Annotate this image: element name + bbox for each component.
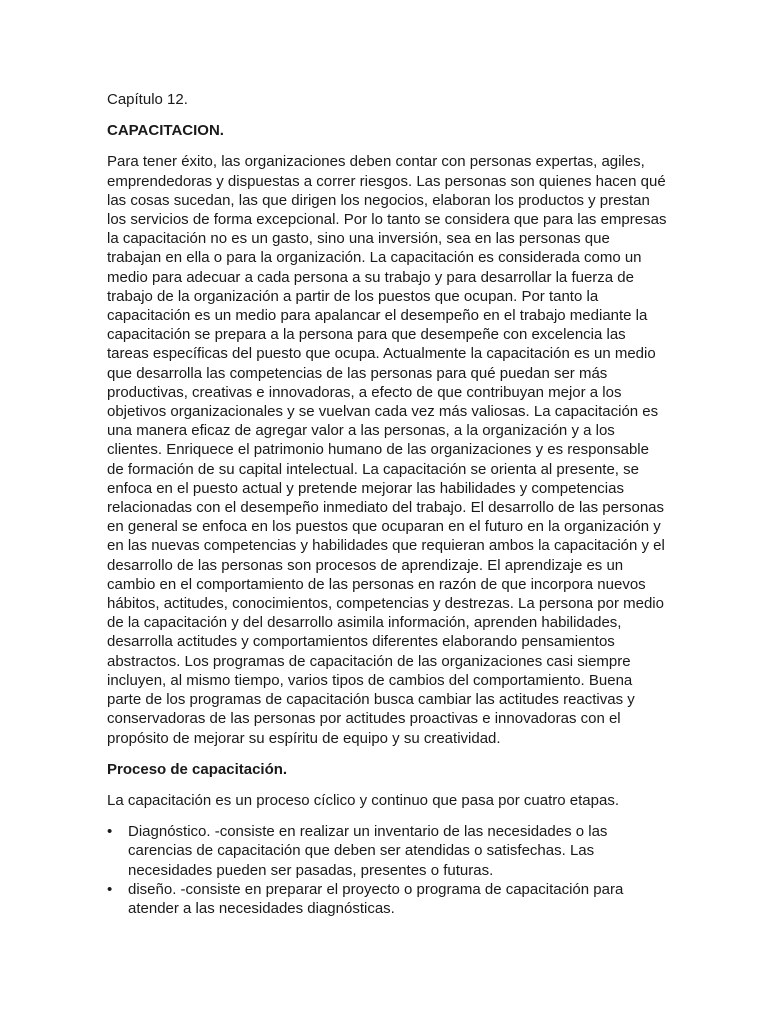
list-item [107, 880, 667, 918]
section-heading: Proceso de capacitación. [107, 760, 288, 778]
document-page [107, 90, 667, 918]
page-title: CAPACITACION. [107, 122, 224, 140]
stages-list [107, 822, 667, 918]
chapter-label: Capítulo 12. [107, 91, 188, 108]
bullet-icon: • [107, 823, 113, 841]
intro-paragraph: Para tener éxito, las organizaciones deben contar con personas expertas, agiles, emprendedoras y dispuestas a correr riesgos. Las personas son quienes hacen qué las cosas sucedan, las que dirigen los negocios, elaboran los productos y prestan los servicios de forma excepcional. Por lo tanto se considera que para las empresas la capacitación no es un gasto, sino una inversión, sea en las personas que trabajan en ella o para la organización. La capacitación es considerada como un medio para adecuar a cada persona a su trabajo y para desarrollar la fuerza de trabajo de la organización a partir de los puestos que ocupan. Por tanto la capacitación es un medio para apalancar el desempeño en el trabajo mediante la capacitación se prepara a la persona para que desempeñe con excelencia las tareas específicas del puesto que ocupa. Actualmente la capacitación es un medio que desarrolla las competencias de las personas para qué puedan ser más productivas, creativas e innovadoras, a efecto de que contribuyan mejor a los objetivos organizacionales y se vuelvan cada vez más valiosas. La capacitación es una manera eficaz de agregar valor a las personas, a la organización y a los clientes. Enriquece el patrimonio humano de las organizaciones y es responsable de formación de su capital intelectual. La capacitación se orienta al presente, se enfoca en el puesto actual y pretende mejorar las habilidades y competencias relacionadas con el desempeño inmediato del trabajo. El desarrollo de las personas en general se enfoca en los puestos que ocuparan en el futuro en la organización y en las nuevas competencias y habilidades que requieran ambos la capacitación y el desarrollo de las personas son procesos de aprendizaje. El aprendizaje es un cambio en el comportamiento de las personas en razón de que incorpora nuevos hábitos, actitudes, conocimientos, competencias y destrezas. La persona por medio de la capacitación y del desarrollo asimila información, aprenden habilidades, desarrolla actitudes y comportamientos diferentes elaborando pensamientos abstractos. Los programas de capacitación de las organizaciones casi siempre incluyen, al mismo tiempo, varios tipos de cambios del comportamiento. Buena parte de los programas de capacitación busca cambiar las actitudes reactivas y conservadoras de las personas por actitudes proactivas e innovadoras con el propósito de mejorar su espíritu de equipo y su creatividad. [107, 153, 667, 747]
section-paragraph: La capacitación es un proceso cíclico y continuo que pasa por cuatro etapas. [107, 791, 619, 809]
list-item-text: Diagnóstico. -consiste en realizar un inventario de las necesidades o las carencias de capacitación que deben ser atendidas o satisfechas. Las necesidades pueden ser pasadas, presentes o futuras. [128, 823, 608, 879]
bullet-icon: • [107, 880, 113, 898]
list-item-text: diseño. -consiste en preparar el proyecto o programa de capacitación para atender a las necesidades diagnósticas. [128, 880, 624, 917]
list-item [107, 822, 667, 880]
